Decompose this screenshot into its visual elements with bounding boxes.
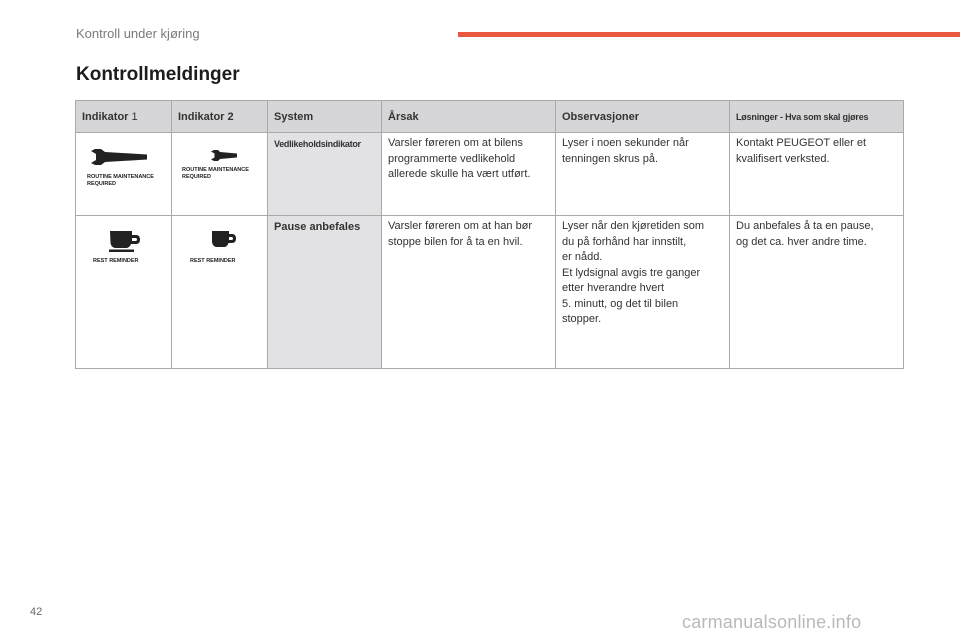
indicator-1-text-line-1: ROUTINE MAINTENANCE xyxy=(87,174,154,180)
cause-line: Varsler føreren om at han bør xyxy=(388,220,533,232)
solution-line: Du anbefales å ta en pause, xyxy=(736,220,874,232)
indicator-2-cell xyxy=(172,216,268,369)
observation-line: Lyser når den kjøretiden som xyxy=(562,220,705,232)
column-header-solutions: Løsninger - Hva som skal gjøres xyxy=(730,101,904,133)
observation-line: du på forhånd har innstilt, xyxy=(562,235,687,248)
system-cell xyxy=(268,133,382,216)
indicator-2-cell xyxy=(172,133,268,216)
cause-line: stoppe bilen for å ta en hvil. xyxy=(388,235,523,248)
observations-cell xyxy=(556,216,730,369)
observation-line: Lyser i noen sekunder når xyxy=(562,137,689,149)
column-header-system: System xyxy=(268,101,382,133)
page-number: 42 xyxy=(30,606,43,618)
indicator-2-text-line-2: REQUIRED xyxy=(182,173,212,180)
indicator-1-cell xyxy=(76,133,172,216)
indicator-1-text-line: REST REMINDER xyxy=(93,258,139,264)
table-row xyxy=(76,216,904,369)
indicator-1-cell xyxy=(76,216,172,369)
observation-line: Et lydsignal avgis tre ganger xyxy=(562,266,701,279)
column-header-indicator-1 xyxy=(76,101,172,133)
column-header-observations: Observasjoner xyxy=(556,101,730,133)
solutions-cell xyxy=(730,133,904,216)
indicator-2-text-line: REST REMINDER xyxy=(190,258,236,264)
running-header: Kontroll under kjøring xyxy=(76,26,200,41)
observation-line: stopper. xyxy=(562,313,602,325)
observations-cell xyxy=(556,133,730,216)
cause-cell xyxy=(382,133,556,216)
solution-line: og det ca. hver andre time. xyxy=(736,235,867,248)
column-header-cause: Årsak xyxy=(382,101,556,133)
section-title: Kontrollmeldinger xyxy=(76,64,240,85)
solution-line: Kontakt PEUGEOT eller et xyxy=(736,137,867,149)
wrench-icon xyxy=(210,150,238,161)
cause-line: allerede skulle ha vært utført. xyxy=(388,168,531,180)
observation-line: er nådd. xyxy=(562,251,603,263)
system-name: Pause anbefales xyxy=(274,221,361,233)
observation-line: tenningen skrus på. xyxy=(562,152,659,165)
coffee-cup-icon xyxy=(211,230,237,251)
indicator-2-text xyxy=(190,258,236,265)
coffee-cup-icon xyxy=(109,230,141,252)
cause-cell xyxy=(382,216,556,369)
cause-line: Varsler føreren om at bilens xyxy=(388,137,523,149)
column-header-indicator-2: Indikator 2 xyxy=(172,101,268,133)
table-header-row xyxy=(76,101,904,133)
indicator-1-text xyxy=(87,174,154,187)
solutions-cell xyxy=(730,216,904,369)
indicator-1-text xyxy=(93,258,139,265)
solution-line: kvalifisert verksted. xyxy=(736,152,830,165)
wrench-icon xyxy=(89,149,149,165)
indicator-2-text xyxy=(182,167,249,180)
observation-line: 5. minutt, og det til bilen xyxy=(562,297,679,310)
watermark: carmanualsonline.info xyxy=(682,612,862,632)
system-name: Vedlikeholdsindikator xyxy=(274,139,361,149)
indicator-2-text-line-1: ROUTINE MAINTENANCE xyxy=(182,167,249,173)
column-header-indicator-1-word: Indikator xyxy=(82,110,129,123)
observation-line: etter hverandre hvert xyxy=(562,282,665,294)
column-header-indicator-1-number: 1 xyxy=(128,110,138,123)
header-accent-bar xyxy=(458,32,960,37)
cause-line: programmerte vedlikehold xyxy=(388,152,516,165)
warning-lights-table xyxy=(75,100,904,369)
system-cell xyxy=(268,216,382,369)
table-row xyxy=(76,133,904,216)
indicator-1-text-line-2: REQUIRED xyxy=(87,180,117,187)
